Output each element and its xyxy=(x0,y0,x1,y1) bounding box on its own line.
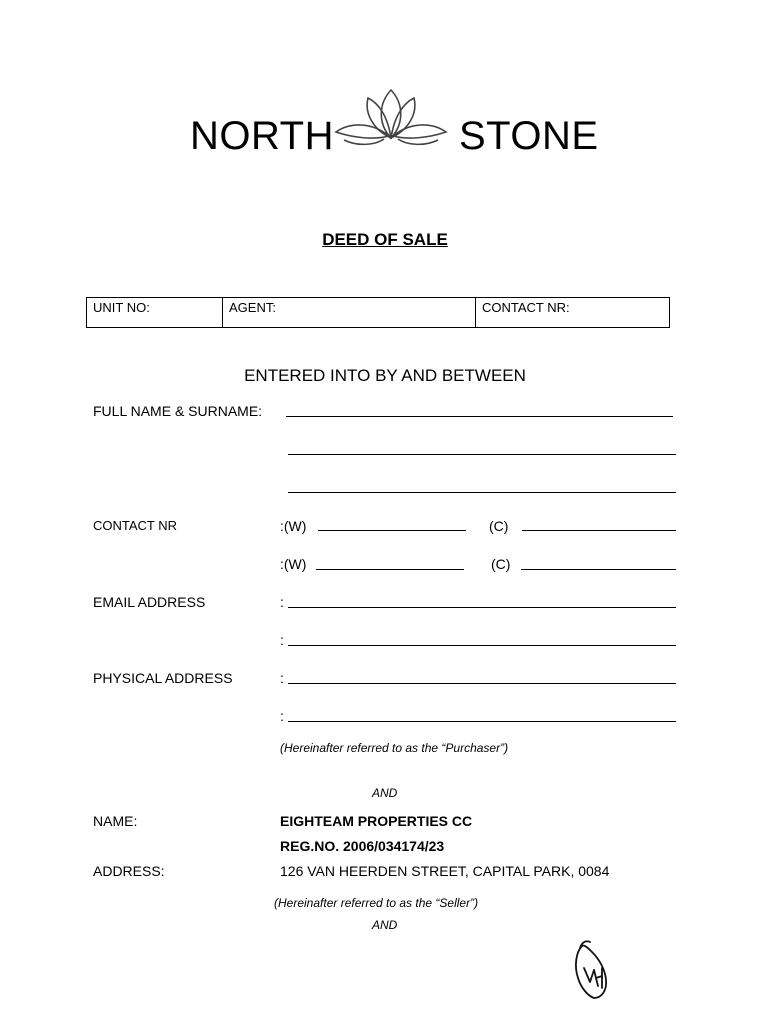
physical-colon-2: : xyxy=(280,708,284,724)
email-colon-1: : xyxy=(280,594,284,610)
physical-address-line-1[interactable] xyxy=(288,683,676,684)
cell-phone-line-1[interactable] xyxy=(522,530,676,531)
seller-address-label: ADDRESS: xyxy=(93,863,165,879)
intro-heading: ENTERED INTO BY AND BETWEEN xyxy=(244,366,526,385)
logo-stone-word: STONE xyxy=(459,114,599,158)
email-line-2[interactable] xyxy=(288,645,676,646)
cell-label-1: (C) xyxy=(489,518,509,534)
seller-name-value: EIGHTEAM PROPERTIES CC xyxy=(280,813,473,829)
agent-cell[interactable]: AGENT: xyxy=(223,298,476,328)
email-colon-2: : xyxy=(280,632,284,648)
full-name-line-1[interactable] xyxy=(286,416,673,417)
document-title: DEED OF SALE xyxy=(322,230,448,249)
email-label: EMAIL ADDRESS xyxy=(93,594,206,610)
full-name-line-2[interactable] xyxy=(288,454,676,455)
full-name-label: FULL NAME & SURNAME: xyxy=(93,403,263,419)
seller-note: (Hereinafter referred to as the “Seller”) xyxy=(274,896,479,910)
and-separator-1: AND xyxy=(372,786,398,800)
info-table xyxy=(86,297,670,328)
work-label-2: :(W) xyxy=(280,556,307,572)
work-phone-line-1[interactable] xyxy=(318,530,466,531)
lotus-icon xyxy=(334,86,448,148)
unit-no-cell[interactable]: UNIT NO: xyxy=(87,298,223,328)
physical-colon-1: : xyxy=(280,670,284,686)
seller-name-label: NAME: xyxy=(93,813,138,829)
purchaser-note: (Hereinafter referred to as the “Purchaser”) xyxy=(280,741,509,755)
physical-address-label: PHYSICAL ADDRESS xyxy=(93,670,233,686)
seller-reg-value: REG.NO. 2006/034174/23 xyxy=(280,838,445,854)
and-separator-2: AND xyxy=(372,918,398,932)
logo-north-word: NORTH xyxy=(190,114,334,158)
cell-phone-line-2[interactable] xyxy=(521,569,676,570)
work-label-1: :(W) xyxy=(280,518,307,534)
physical-address-line-2[interactable] xyxy=(288,721,676,722)
email-line-1[interactable] xyxy=(288,607,676,608)
contact-nr-cell[interactable]: CONTACT NR: xyxy=(476,298,670,328)
seller-address-value: 126 VAN HEERDEN STREET, CAPITAL PARK, 0084 xyxy=(280,863,610,879)
contact-nr-label: CONTACT NR xyxy=(93,518,178,533)
work-phone-line-2[interactable] xyxy=(316,569,464,570)
cell-label-2: (C) xyxy=(491,556,511,572)
full-name-line-3[interactable] xyxy=(288,492,676,493)
initials-signature xyxy=(572,938,612,1002)
